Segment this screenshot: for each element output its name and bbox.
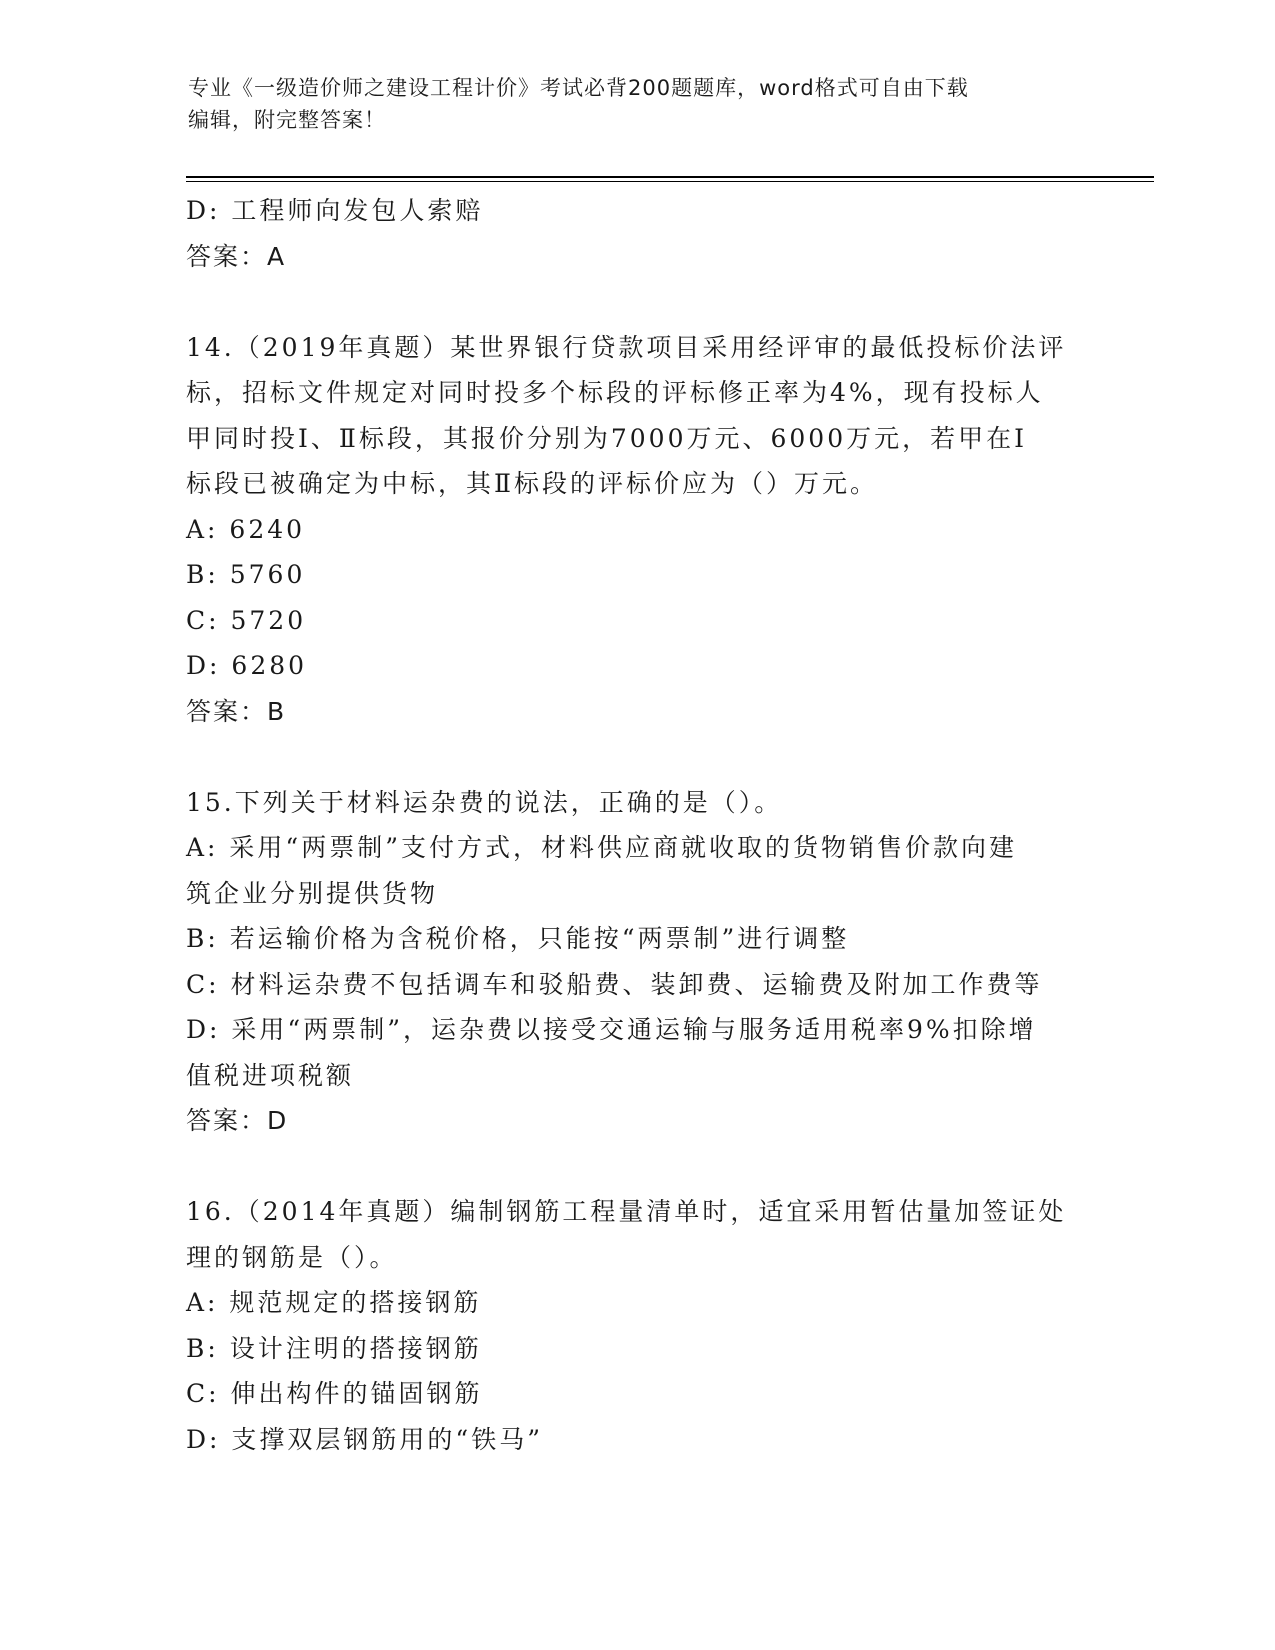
question-text-line: 标，招标文件规定对同时投多个标段的评标修正率为4%，现有投标人 [186, 378, 1044, 407]
question-14 [186, 325, 1086, 735]
header-rule-thick [186, 176, 1154, 178]
option-d-continued: 值税进项税额 [186, 1060, 355, 1090]
document-body [186, 188, 1086, 1462]
option-a: A: 采用“两票制”支付方式，材料供应商就收取的货物销售价款向建 [186, 833, 1017, 862]
question-15 [186, 780, 1086, 1144]
header-line-2: 编辑，附完整答案！ [188, 108, 386, 132]
option-b: B: 若运输价格为含税价格，只能按“两票制”进行调整 [186, 924, 850, 953]
option-a: A: 6240 [186, 514, 306, 544]
option-a: A: 规范规定的搭接钢筋 [186, 1288, 482, 1317]
spacer [186, 734, 1086, 780]
question-16 [186, 1189, 1086, 1462]
spacer [186, 279, 1086, 325]
question-text-line: 标段已被确定为中标，其Ⅱ标段的评标价应为（）万元。 [186, 469, 878, 498]
option-c: C: 材料运杂费不包括调车和驳船费、装卸费、运输费及附加工作费等 [186, 969, 1043, 999]
spacer [186, 1144, 1086, 1190]
document-header [188, 72, 1068, 136]
option-d: D: 支撑双层钢筋用的“铁马” [186, 1424, 543, 1454]
question-text-line: 15.下列关于材料运杂费的说法，正确的是（）。 [186, 787, 783, 817]
option-b: B: 设计注明的搭接钢筋 [186, 1333, 482, 1363]
question-text-line: 甲同时投Ⅰ、Ⅱ标段，其报价分别为7000万元、6000万元，若甲在Ⅰ [186, 423, 1027, 453]
header-line-1: 专业《一级造价师之建设工程计价》考试必背200题题库，word格式可自由下载 [188, 76, 969, 100]
option-c: C: 伸出构件的锚固钢筋 [186, 1379, 483, 1408]
question-text-line: 理的钢筋是（）。 [186, 1242, 398, 1272]
option-d: D: 工程师向发包人索赔 [186, 196, 484, 225]
answer-line: 答案：B [186, 696, 287, 726]
option-b: B: 5760 [186, 560, 306, 589]
option-d: D: 采用“两票制”，运杂费以接受交通运输与服务适用税率9%扣除增 [186, 1015, 1037, 1044]
question-text-line: 16.（2014年真题）编制钢筋工程量清单时，适宜采用暂估量加签证处 [186, 1197, 1067, 1226]
option-a-continued: 筑企业分别提供货物 [186, 878, 439, 908]
answer-line: 答案：D [186, 1106, 289, 1135]
question-text-line: 14.（2019年真题）某世界银行贷款项目采用经评审的最低投标价法评 [186, 332, 1067, 362]
header-rule-thin [186, 181, 1154, 182]
option-d: D: 6280 [186, 651, 308, 680]
option-c: C: 5720 [186, 605, 307, 635]
prev-question [186, 188, 1086, 279]
answer-line: 答案：A [186, 241, 287, 271]
